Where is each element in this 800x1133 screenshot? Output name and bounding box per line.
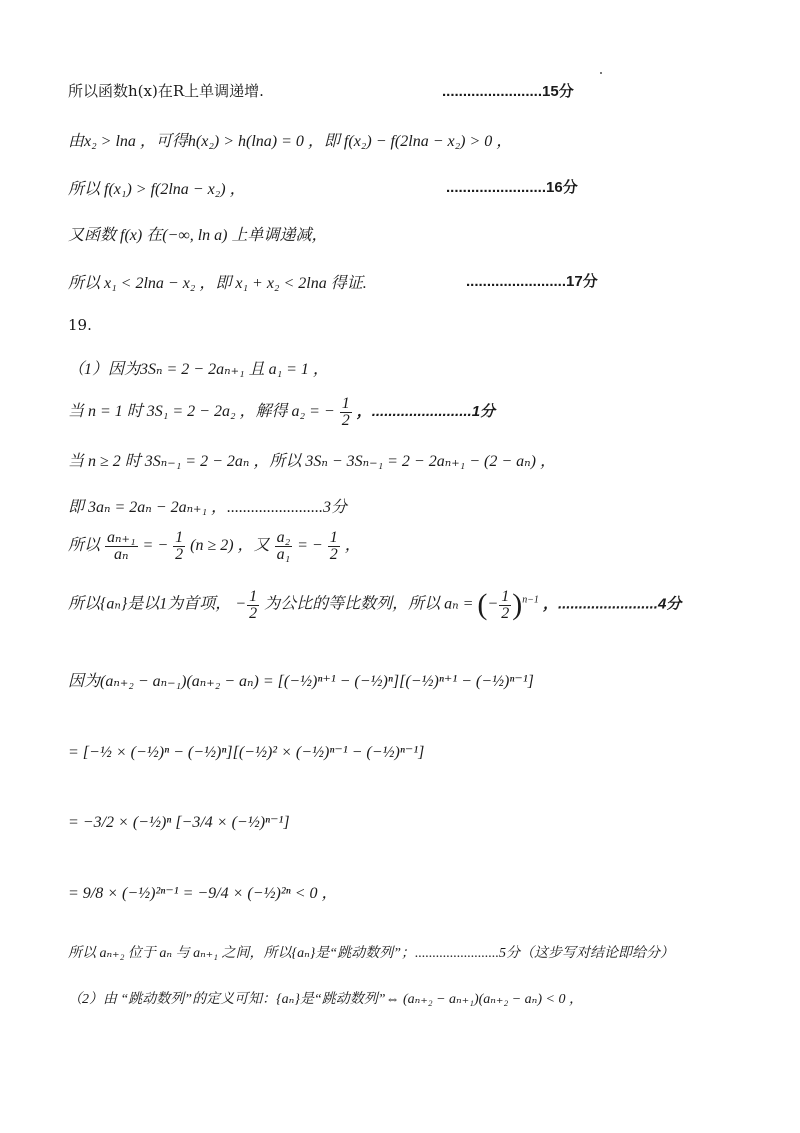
exponent: n−1 bbox=[522, 594, 539, 606]
ratio-prefix: 所以 bbox=[68, 537, 101, 555]
neg-half-fraction bbox=[173, 530, 185, 563]
line-step-2 bbox=[68, 742, 424, 762]
neg-sign: − bbox=[235, 595, 247, 613]
score-16: ........................16分 bbox=[446, 179, 578, 196]
ratio-fraction bbox=[105, 530, 138, 563]
product-expression: [(−½)ⁿ⁺¹ − (−½)ⁿ][(−½)ⁿ⁺¹ − (−½)ⁿ⁻¹] bbox=[277, 673, 534, 690]
score-4: ，........................4分 bbox=[542, 595, 682, 613]
score-17: ........................17分 bbox=[466, 273, 598, 290]
geo-mid: 为公比的等比数列，所以 aₙ = bbox=[264, 595, 474, 613]
line-step-4 bbox=[68, 880, 338, 903]
line-3an: 即 3aₙ = 2aₙ − 2aₙ₊₁ ，........................3分 bbox=[68, 499, 348, 516]
comma: ， bbox=[344, 537, 361, 555]
frac-num: 1 bbox=[249, 587, 258, 605]
neg-half-fraction bbox=[499, 589, 511, 622]
neg-half-fraction bbox=[247, 589, 259, 622]
paren-open: ( bbox=[477, 588, 488, 621]
line-part1-given: （1）因为3Sₙ = 2 − 2aₙ₊₁ 且 a₁ = 1 ， bbox=[68, 361, 329, 378]
frac-den: 2 bbox=[175, 546, 184, 563]
line-h-increasing: 所以函数h(x)在R上单调递增. bbox=[68, 82, 264, 100]
frac-den: 2 bbox=[329, 546, 338, 563]
step4-expression: 9/8 × (−½)²ⁿ⁻¹ = −9/4 × (−½)²ⁿ < 0 ， bbox=[82, 885, 338, 902]
neg-half-fraction bbox=[340, 396, 352, 429]
neg-half-fraction bbox=[328, 530, 340, 563]
line-x2-gt-lna: 由x₂ > lna ，可得h(x₂) > h(lna) = 0 ，即 f(x₂) − f(2lna − x₂) > 0 ， bbox=[68, 133, 513, 150]
score-15: ........................15分 bbox=[442, 83, 574, 100]
geo-prefix: 所以{aₙ}是以1为首项， bbox=[68, 595, 232, 613]
line-part2-definition: （2）由 “跳动数列”的定义可知：{aₙ}是“跳动数列”⇔ (aₙ₊₂ − aₙ₊₁)(aₙ₊₂ − aₙ) < 0 ， bbox=[68, 992, 583, 1007]
eq-sign: = − bbox=[297, 537, 323, 555]
problem-number-19: 19. bbox=[68, 316, 92, 334]
paren-close: ) bbox=[512, 588, 523, 621]
frac-den: aₙ bbox=[114, 546, 129, 563]
score-1: ，........................1分 bbox=[356, 403, 496, 421]
line-ratio bbox=[68, 530, 361, 563]
eq-sign: = bbox=[68, 885, 79, 902]
step3-expression: −3/2 × (−½)ⁿ [−3/4 × (−½)ⁿ⁻¹] bbox=[82, 814, 290, 831]
line-proved: 所以 x₁ < 2lna − x₂ ，即 x₁ + x₂ < 2lna 得证. bbox=[68, 275, 367, 292]
frac-num: 1 bbox=[175, 529, 184, 546]
line-f-x1-gt: 所以 f(x₁) > f(2lna − x₂) ， bbox=[68, 181, 246, 198]
neg-sign: − bbox=[487, 595, 499, 613]
frac-num: 1 bbox=[501, 587, 510, 605]
eq-sign: = bbox=[68, 814, 79, 831]
eq-sign: = − bbox=[142, 537, 169, 555]
frac-num: 1 bbox=[329, 529, 338, 546]
frac-den: 2 bbox=[341, 412, 350, 429]
frac-den: 2 bbox=[501, 604, 510, 622]
line-jump-sequence-conclusion: 所以 aₙ₊₂ 位于 aₙ 与 aₙ₊₁ 之间，所以{aₙ}是“跳动数列”；........................5分（这步写对结论即给分） bbox=[68, 946, 674, 961]
frac-num: aₙ₊₁ bbox=[107, 529, 136, 546]
line-n-ge-2: 当 n ≥ 2 时 3Sₙ₋₁ = 2 − 2aₙ ，所以 3Sₙ − 3Sₙ₋₁ = 2 − 2aₙ₊₁ − (2 − aₙ) ， bbox=[68, 453, 556, 470]
frac-num: 1 bbox=[341, 395, 350, 412]
line-product-expansion bbox=[68, 668, 534, 691]
line-n-equals-1 bbox=[68, 396, 495, 429]
frac-den: 2 bbox=[249, 604, 258, 622]
frac-num: a₂ bbox=[276, 529, 291, 546]
ratio-mid: (n ≥ 2) ，又 bbox=[190, 537, 270, 555]
frac-den: a₁ bbox=[276, 546, 291, 563]
scan-speck bbox=[600, 72, 602, 74]
n1-text: 当 n = 1 时 3S₁ = 2 − 2a₂ ，解得 a₂ = − bbox=[68, 403, 335, 421]
product-prefix: 因为(aₙ₊₂ − aₙ₋₁)(aₙ₊₂ − aₙ) = bbox=[68, 673, 274, 690]
line-step-3 bbox=[68, 812, 290, 832]
a2-a1-fraction bbox=[275, 530, 293, 563]
eq-sign: = bbox=[68, 744, 79, 761]
line-f-decreasing: 又函数 f(x) 在(−∞, ln a) 上单调递减， bbox=[68, 227, 328, 244]
step2-expression: [−½ × (−½)ⁿ − (−½)ⁿ][(−½)² × (−½)ⁿ⁻¹ − (−½)ⁿ⁻¹] bbox=[82, 744, 425, 761]
line-geometric-sequence bbox=[68, 588, 681, 622]
